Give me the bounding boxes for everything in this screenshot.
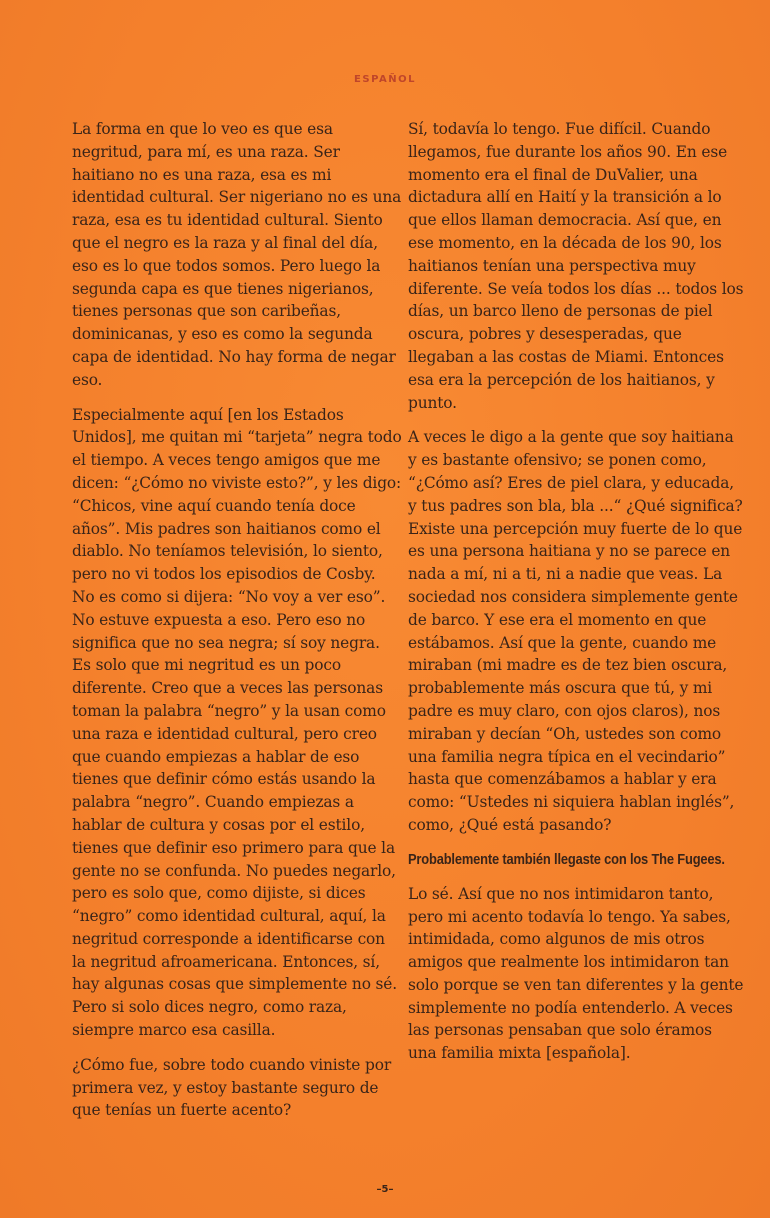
- right-column: [408, 118, 744, 1077]
- interview-question: ¿Cómo fue, sobre todo cuando viniste por primera vez, y estoy bastante seguro de que tenías un fuerte acento?: [72, 1055, 392, 1120]
- body-paragraph: Lo sé. Así que no nos intimidaron tanto, pero mi acento todavía lo tengo. Ya sabes, intimidada, como algunos de mis otros amigos que realmente los intimidaron tan solo porque se ven tan diferentes y la gente simplemente no podía entenderlo. A veces las personas pensaban que solo éramos una familia mixta [española].: [408, 884, 744, 1063]
- body-paragraph: A veces le digo a la gente que soy haitiana y es bastante ofensivo; se ponen como, “¿Cómo así? Eres de piel clara, y educada, y tus padres son bla, bla ...“ ¿Qué significa? Existe una percepción muy fuerte de lo que es una persona haitiana y no se parece en nada a mí, ni a ti, ni a nadie que veas. La sociedad nos considera simplemente gente de barco. Y ese era el momento en que estábamos. Así que la gente, cuando me miraban (mi madre es de tez bien oscura, probablemente más oscura que tú, y mi padre es muy claro, con ojos claros), nos miraban y decían “Oh, ustedes son como una familia negra típica en el vecindario” hasta que comenzábamos a hablar y era como: “Ustedes ni siquiera hablan inglés”, como, ¿Qué está pasando?: [408, 428, 743, 834]
- interview-question-bold: Probablemente también llegaste con los The Fugees.: [408, 850, 725, 868]
- page-number: –5–: [376, 1184, 394, 1195]
- body-paragraph: Sí, todavía lo tengo. Fue difícil. Cuando llegamos, fue durante los años 90. En ese momento era el final de DuValier, una dictadura allí en Haití y la transición a lo que ellos llaman democracia. Así que, en ese momento, en la década de los 90, los haitianos tenían una perspectiva muy diferente. Se veía todos los días ... todos los días, un barco lleno de personas de piel oscura, pobres y desesperadas, que llegaban a las costas de Miami. Entonces esa era la percepción de los haitianos, y punto.: [408, 120, 744, 412]
- section-label: ESPAÑOL: [354, 74, 416, 85]
- body-paragraph: Especialmente aquí [en los Estados Unidos], me quitan mi “tarjeta” negra todo el tiempo. A veces tengo amigos que me dicen: “¿Cómo no viviste esto?”, y les digo: “Chicos, vine aquí cuando tenía doce años”. Mis padres son haitianos como el diablo. No teníamos televisión, lo siento, pero no vi todos los episodios de Cosby. No es como si dijera: “No voy a ver eso”. No estuve expuesta a eso. Pero eso no significa que no sea negra; sí soy negra. Es solo que mi negritud es un poco diferente. Creo que a veces las personas toman la palabra “negro” y la usan como una raza e identidad cultural, pero creo que cuando empiezas a hablar de eso tienes que definir cómo estás usando la palabra “negro”. Cuando empiezas a hablar de cultura y cosas por el estilo, tienes que definir eso primero para que la gente no se confunda. No puedes negarlo, pero es solo que, como dijiste, si dices “negro” como identidad cultural, aquí, la negritud corresponde a identificarse con la negritud afroamericana. Entonces, sí, hay algunas cosas que simplemente no sé. Pero si solo dices negro, como raza, siempre marco esa casilla.: [72, 405, 402, 1040]
- body-paragraph: La forma en que lo veo es que esa negritud, para mí, es una raza. Ser haitiano no es una raza, esa es mi identidad cultural. Ser nigeriano no es una raza, esa es tu identidad cultural. Siento que el negro es la raza y al final del día, eso es lo que todos somos. Pero luego la segunda capa es que tienes nigerianos, tienes personas que son caribeñas, dominicanas, y eso es como la segunda capa de identidad. No hay forma de negar eso.: [72, 120, 402, 389]
- left-column: [72, 118, 402, 1134]
